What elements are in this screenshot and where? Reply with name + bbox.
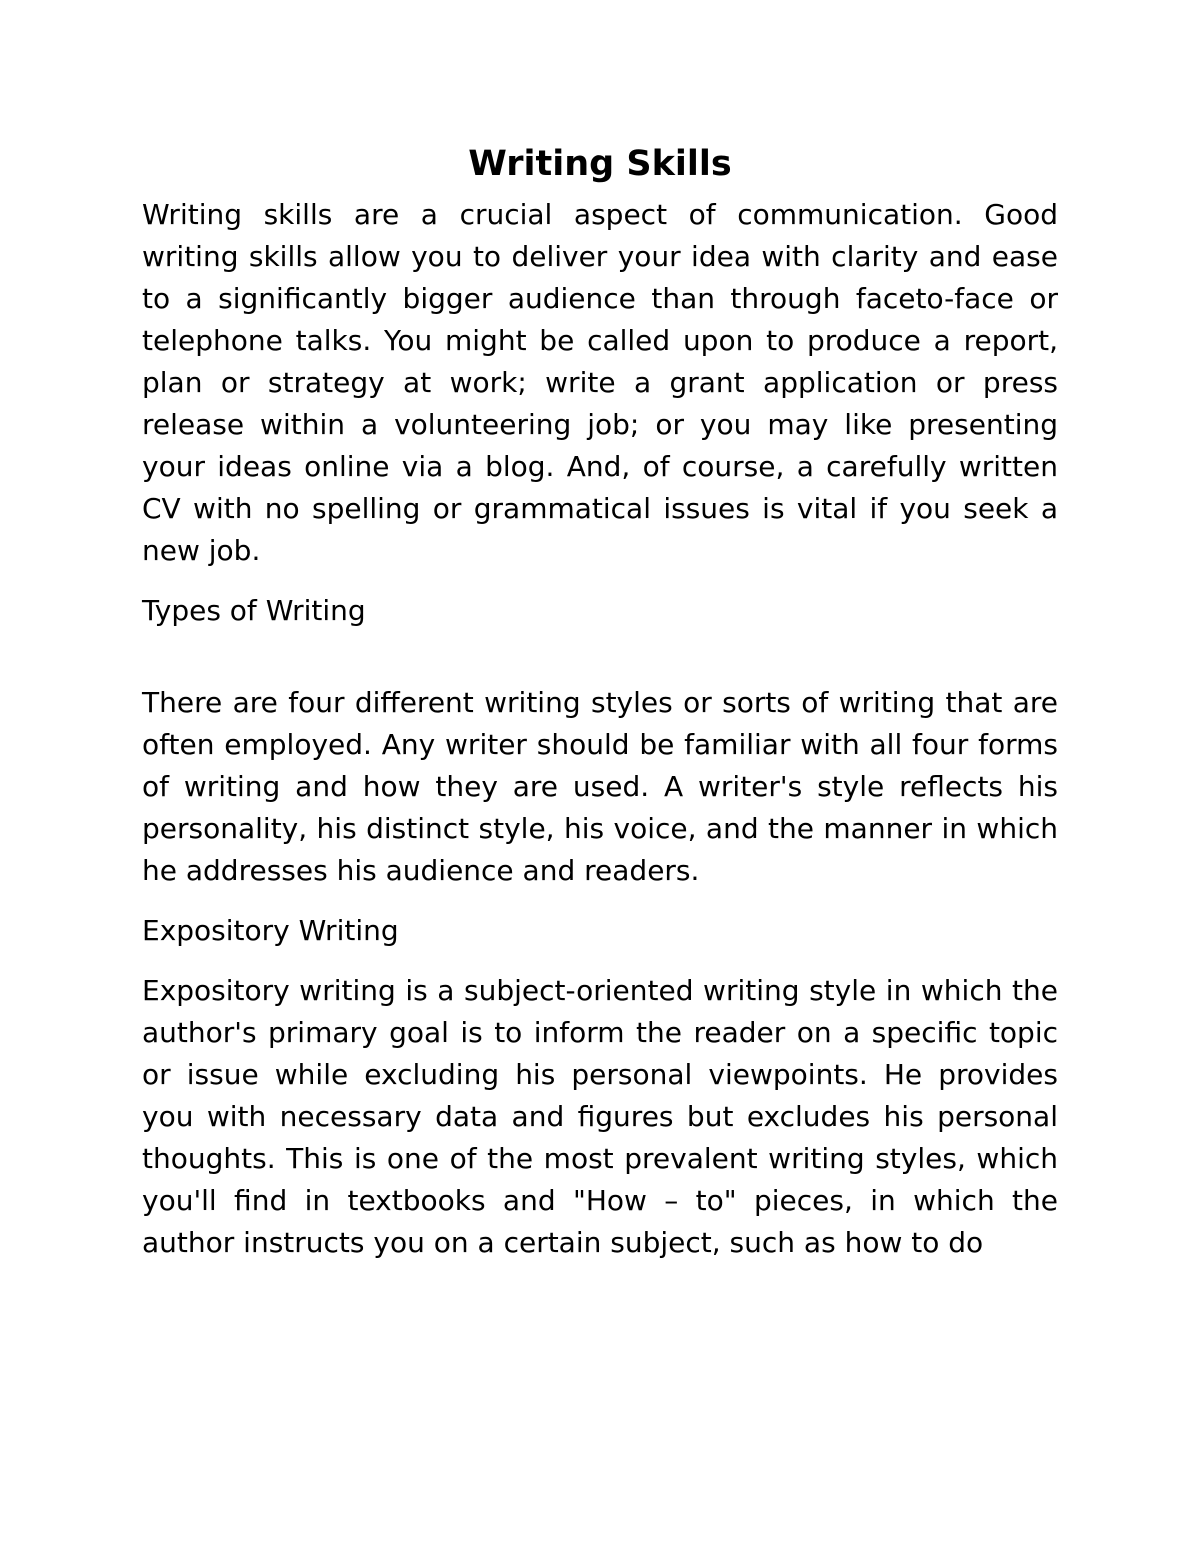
document-page: [142, 140, 1058, 1264]
spacer: [142, 632, 1058, 682]
section-heading-types-of-writing: Types of Writing: [142, 594, 366, 627]
expository-writing-paragraph: Expository writing is a subject-oriented writing style in which the author's primary goal is to inform the reader on a specific topic or issue while excluding his personal viewpoints. He provides you with necessary data and figures but excludes his personal thoughts. This is one of the most prevalent writing styles, which you'll find in textbooks and "How – to" pieces, in which the author instructs you on a certain subject, such as how to do: [142, 974, 1058, 1259]
spacer: [142, 572, 1058, 590]
intro-paragraph: Writing skills are a crucial aspect of communication. Good writing skills allow you to deliver your idea with clarity and ease to a significantly bigger audience than through faceto-face or telephone talks. You might be called upon to produce a report, plan or strategy at work; write a grant application or press release within a volunteering job; or you may like presenting your ideas online via a blog. And, of course, a carefully written CV with no spelling or grammatical issues is vital if you seek a new job.: [142, 198, 1058, 567]
page-title: Writing Skills: [468, 144, 732, 184]
types-of-writing-paragraph: There are four different writing styles or sorts of writing that are often employed. Any writer should be familiar with all four forms of writing and how they are used. A writer's style reflects his personality, his distinct style, his voice, and the manner in which he addresses his audience and readers.: [142, 686, 1058, 887]
spacer: [142, 952, 1058, 970]
spacer: [142, 892, 1058, 910]
section-heading-expository-writing: Expository Writing: [142, 914, 399, 947]
